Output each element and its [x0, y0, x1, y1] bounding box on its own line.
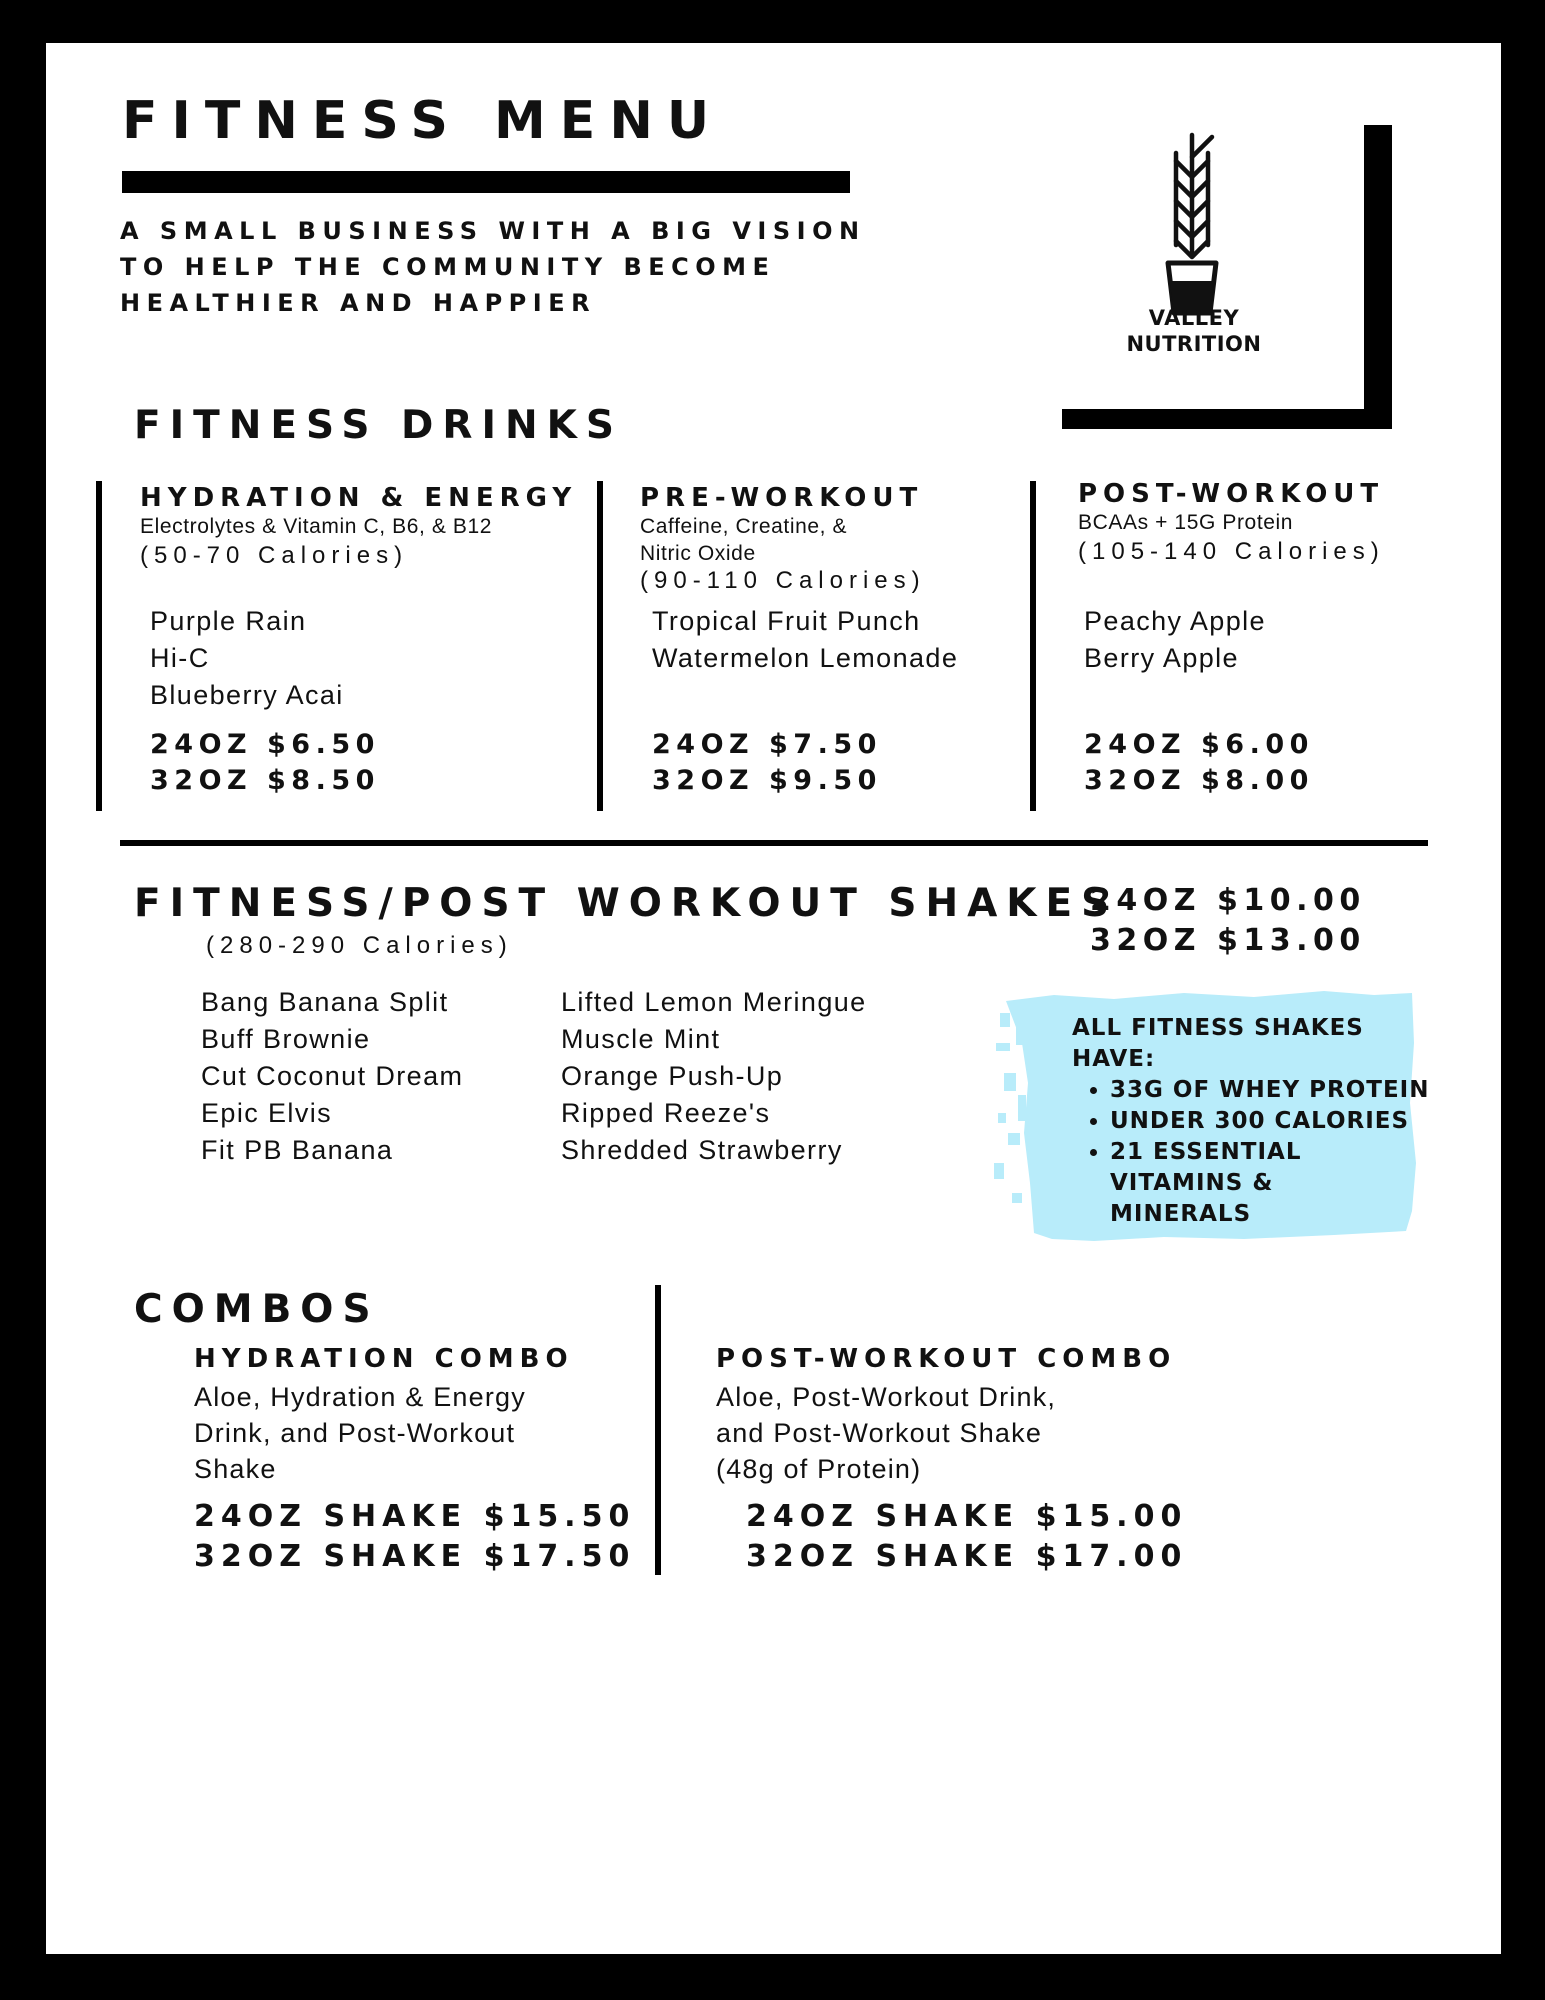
column-divider	[96, 481, 102, 811]
logo-line: NUTRITION	[1126, 332, 1262, 356]
price: 32OZ $13.00	[1090, 923, 1366, 958]
price: 24OZ $6.00	[1084, 729, 1314, 760]
section-title-combos: COMBOS	[134, 1287, 380, 1332]
combo-prices	[746, 1497, 1187, 1577]
list-item: Muscle Mint	[561, 1024, 721, 1054]
drink-list	[150, 603, 344, 714]
tagline-line: HEALTHIER AND HAPPIER	[120, 289, 597, 317]
shake-features-callout	[1072, 1013, 1429, 1230]
list-item: • UNDER 300 CALORIES	[1110, 1106, 1429, 1137]
description-line: Drink, and Post-Workout	[194, 1418, 516, 1448]
list-item: Watermelon Lemonade	[652, 643, 959, 673]
combo-description	[716, 1379, 1056, 1487]
drink-subtitle: Electrolytes & Vitamin C, B6, & B12	[140, 515, 493, 538]
tagline	[120, 213, 866, 321]
column-divider	[655, 1285, 661, 1575]
price-list	[150, 727, 380, 799]
description-line: (48g of Protein)	[716, 1454, 922, 1484]
list-item: Shredded Strawberry	[561, 1135, 843, 1165]
subtitle-line: Nitric Oxide	[640, 542, 756, 565]
price-list	[652, 727, 882, 799]
combo-heading: POST-WORKOUT COMBO	[716, 1344, 1177, 1374]
column-divider	[597, 481, 603, 811]
section-title-shakes: FITNESS/POST WORKOUT SHAKES	[134, 881, 1119, 926]
drink-heading: POST-WORKOUT	[1078, 479, 1385, 509]
list-item: Cut Coconut Dream	[201, 1061, 464, 1091]
price-list	[1084, 727, 1314, 799]
list-item: • 21 ESSENTIAL VITAMINS & MINERALS	[1110, 1137, 1400, 1230]
drink-subtitle: BCAAs + 15G Protein	[1078, 511, 1294, 534]
combo-heading: HYDRATION COMBO	[194, 1344, 574, 1374]
description-line: Aloe, Post-Workout Drink,	[716, 1382, 1057, 1412]
list-item: Hi-C	[150, 643, 210, 673]
logo-frame-vertical	[1364, 125, 1392, 429]
list-item: Bang Banana Split	[201, 987, 449, 1017]
list-item: • 33G OF WHEY PROTEIN	[1110, 1075, 1429, 1106]
combo-prices	[194, 1497, 635, 1577]
list-item: Peachy Apple	[1084, 606, 1266, 636]
list-item: Buff Brownie	[201, 1024, 371, 1054]
price: 24OZ $6.50	[150, 729, 380, 760]
column-divider	[1030, 481, 1036, 811]
menu-page	[46, 43, 1501, 1954]
tagline-line: A SMALL BUSINESS WITH A BIG VISION	[120, 217, 866, 245]
price: 32OZ $9.50	[652, 765, 882, 796]
list-item: Ripped Reeze's	[561, 1098, 771, 1128]
calorie-range: (280-290 Calories)	[206, 932, 513, 959]
price: 32OZ SHAKE $17.50	[194, 1539, 636, 1574]
calorie-range: (50-70 Calories)	[140, 542, 409, 569]
list-item: Purple Rain	[150, 606, 307, 636]
feature-list	[1072, 1075, 1429, 1230]
tagline-line: TO HELP THE COMMUNITY BECOME	[120, 253, 776, 281]
price: 24OZ $7.50	[652, 729, 882, 760]
drink-heading: HYDRATION & ENERGY	[140, 483, 578, 513]
logo-frame-horizontal	[1062, 409, 1392, 429]
drink-list	[652, 603, 958, 677]
logo-wordmark	[1106, 305, 1282, 357]
shake-list	[561, 984, 867, 1169]
callout-heading: ALL FITNESS SHAKES	[1072, 1015, 1364, 1041]
drink-subtitle	[640, 513, 847, 567]
menu-title: FITNESS MENU	[122, 91, 724, 151]
shake-prices	[1090, 881, 1366, 961]
list-item: Epic Elvis	[201, 1098, 333, 1128]
calorie-range: (90-110 Calories)	[640, 567, 926, 594]
subtitle-line: Caffeine, Creatine, &	[640, 515, 848, 538]
callout-heading: HAVE:	[1072, 1046, 1156, 1072]
description-line: and Post-Workout Shake	[716, 1418, 1043, 1448]
drink-heading: PRE-WORKOUT	[640, 483, 924, 513]
list-item: Berry Apple	[1084, 643, 1239, 673]
list-item: Blueberry Acai	[150, 680, 344, 710]
calorie-range: (105-140 Calories)	[1078, 538, 1385, 565]
price: 32OZ SHAKE $17.00	[746, 1539, 1188, 1574]
description-line: Aloe, Hydration & Energy	[194, 1382, 526, 1412]
list-item: Tropical Fruit Punch	[652, 606, 921, 636]
list-item: Orange Push-Up	[561, 1061, 784, 1091]
combo-description	[194, 1379, 526, 1487]
section-title-drinks: FITNESS DRINKS	[134, 403, 623, 448]
price: 32OZ $8.50	[150, 765, 380, 796]
title-underline-bar	[122, 171, 850, 193]
drink-list	[1084, 603, 1266, 677]
price: 24OZ SHAKE $15.50	[194, 1499, 636, 1534]
section-divider	[120, 840, 1428, 846]
shake-list	[201, 984, 463, 1169]
logo-line: VALLEY	[1148, 306, 1240, 330]
list-item: Fit PB Banana	[201, 1135, 394, 1165]
price: 24OZ $10.00	[1090, 883, 1366, 918]
price: 24OZ SHAKE $15.00	[746, 1499, 1188, 1534]
description-line: Shake	[194, 1454, 277, 1484]
price: 32OZ $8.00	[1084, 765, 1314, 796]
list-item: Lifted Lemon Meringue	[561, 987, 867, 1017]
